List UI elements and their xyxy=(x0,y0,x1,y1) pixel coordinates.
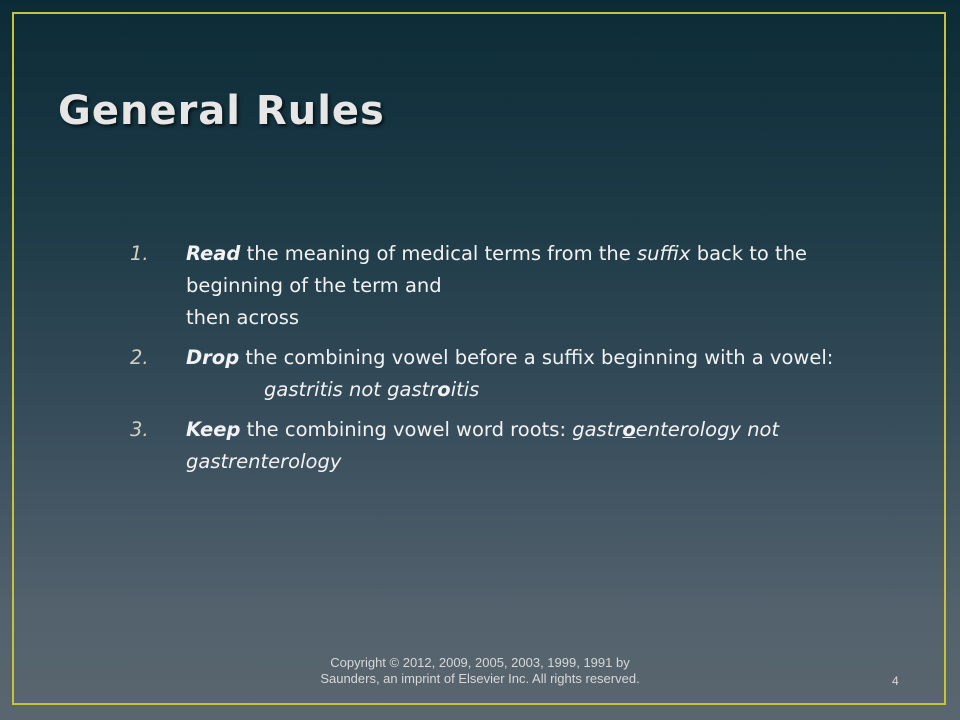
rule-number: 2. xyxy=(130,346,149,369)
rule-example: gastritis not gastr xyxy=(264,378,438,401)
rule-text: back to the beginning of the term and xyxy=(186,242,808,297)
rule-item-1 xyxy=(130,238,870,334)
slide-title: General Rules xyxy=(58,88,385,134)
rule-example: enterology not gastrenterology xyxy=(186,418,780,473)
page-number: 4 xyxy=(892,674,899,688)
rule-item-2 xyxy=(130,342,870,406)
rules-list xyxy=(130,238,870,486)
rule-text: the meaning of medical terms from the xyxy=(240,242,637,265)
rule-number: 3. xyxy=(130,418,149,441)
rule-example: gastr xyxy=(572,418,623,441)
rule-emphasis: suffix xyxy=(636,242,691,265)
rule-example-highlight: o xyxy=(437,378,451,401)
rule-keyword: Drop xyxy=(186,346,240,369)
rule-text: the combining vowel before a suffix beginning with a vowel: xyxy=(239,346,834,369)
copyright-footer: Copyright © 2012, 2009, 2005, 2003, 1999, 1991 by Saunders, an imprint of Elsevier Inc. All rights reserved. xyxy=(320,655,640,686)
rule-item-3 xyxy=(130,414,870,478)
rule-text: then across xyxy=(186,306,300,329)
rule-example-highlight: o xyxy=(622,418,636,441)
rule-example: itis xyxy=(450,378,480,401)
rule-keyword: Read xyxy=(186,242,241,265)
rule-number: 1. xyxy=(130,242,149,265)
rule-text: the combining vowel word roots: xyxy=(240,418,573,441)
rule-keyword: Keep xyxy=(186,418,241,441)
